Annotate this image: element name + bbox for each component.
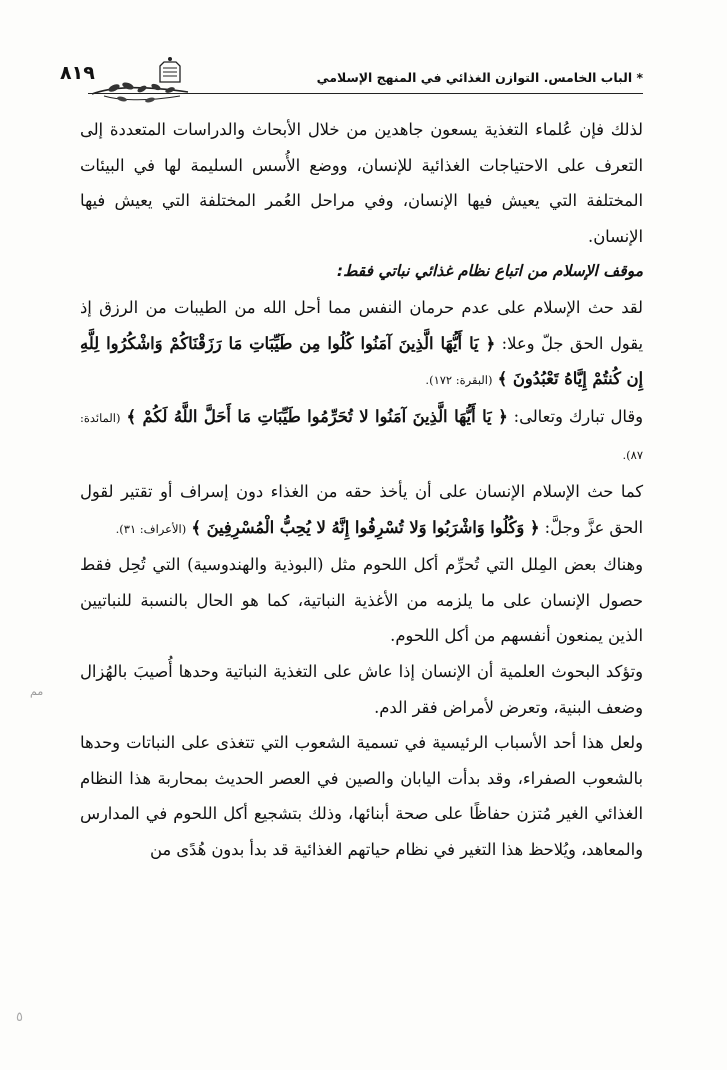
page-body [80, 112, 643, 867]
quran-verse: ﴿ وَكُلُوا وَاشْرَبُوا وَلا تُسْرِفُوا إِنَّهُ لا يُحِبُّ الْمُسْرِفِينَ ﴾ [191, 517, 540, 537]
paragraph-text: لذلك فإن عُلماء التغذية يسعون جاهدين من خلال الأبحاث والدراسات المتعددة إلى التعرف على الاحتياجات الغذائية للإنسان، ووضع الأُسس السليمة لها في البيئات المختلفة التي يعيش فيها الإنسان، وفي مراحل العُمر المختلفة التي يعيش فيها الإنسان. [80, 120, 643, 246]
floral-ornament-icon [84, 56, 194, 108]
paragraph-text: كما حث الإسلام الإنسان على أن يأخذ حقه من الغذاء دون إسراف أو تقتير لقول الحق عزَّ وجلَّ: [80, 481, 643, 537]
paragraph [80, 290, 643, 399]
scan-mark: ٥ [16, 1010, 23, 1025]
quran-verse: ﴿ يَا أَيُّهَا الَّذِينَ آمَنُوا كُلُوا مِن طَيِّبَاتِ مَا رَزَقْنَاكُمْ وَاشْكُرُوا لِلَّهِ إِن كُنتُمْ إِيَّاهُ تَعْبُدُونَ ﴾ [80, 333, 643, 389]
margin-mark: مم [30, 685, 44, 698]
paragraph-text: وتؤكد البحوث العلمية أن الإنسان إذا عاش على التغذية النباتية وحدها أُصيبَ بالهُزال وضعف البنية، وتعرض لأمراض فقر الدم. [80, 661, 643, 717]
page-number: ٨١٩ [60, 62, 95, 84]
section-heading-text: موقف الإسلام من اتباع نظام غذائي نباتي فقط: [336, 262, 643, 281]
quran-verse: ﴿ يَا أَيُّهَا الَّذِينَ آمَنُوا لا تُحَرِّمُوا طَيِّبَاتِ مَا أَحَلَّ اللَّهُ لَكُمْ ﴾ [126, 406, 508, 426]
page-header [88, 66, 643, 92]
paragraph [80, 399, 643, 474]
header-divider [88, 93, 643, 94]
section-heading [80, 254, 643, 290]
verse-reference: (الأعراف: ٣١). [115, 521, 187, 536]
paragraph [80, 112, 643, 254]
verse-reference: (البقرة: ١٧٢). [425, 373, 493, 388]
paragraph [80, 725, 643, 867]
paragraph-text: وقال تبارك وتعالى: [513, 406, 643, 426]
paragraph [80, 547, 643, 654]
paragraph [80, 654, 643, 725]
paragraph-text: وهناك بعض المِلل التي تُحرِّم أكل اللحوم مثل (البوذية والهندوسية) التي تُحِل فقط حصول الإنسان على ما يلزمه من الأغذية النباتية، كما هو الحال بالنسبة للنباتيين الذين يمنعون أنفسهم من أكل اللحوم. [80, 555, 643, 646]
paragraph [80, 474, 643, 547]
paragraph-text: ولعل هذا أحد الأسباب الرئيسية في تسمية الشعوب التي تتغذى على النباتات وحدها بالشعوب الصفراء، وقد بدأت اليابان والصين في العصر الحديث بمحاربة هذا النظام الغذائي الغير مُتزن حفاظًا على صحة أبنائها، وذلك بتشجيع أكل اللحوم في المدارس والمعاهد، ويُلاحظ هذا التغير في نظام حياتهم الغذائية قد بدأ بدون هُدًى من [80, 733, 643, 859]
paragraph-text: لقد حث الإسلام على عدم حرمان النفس مما أحل الله من الطيبات من الرزق إذ يقول الحق جلّ وعلا: [80, 297, 643, 353]
verse-reference: (المائدة: ٨٧). [80, 410, 643, 463]
chapter-title: * الباب الخامس. التوازن الغذائي في المنهج الإسلامي [316, 70, 643, 85]
